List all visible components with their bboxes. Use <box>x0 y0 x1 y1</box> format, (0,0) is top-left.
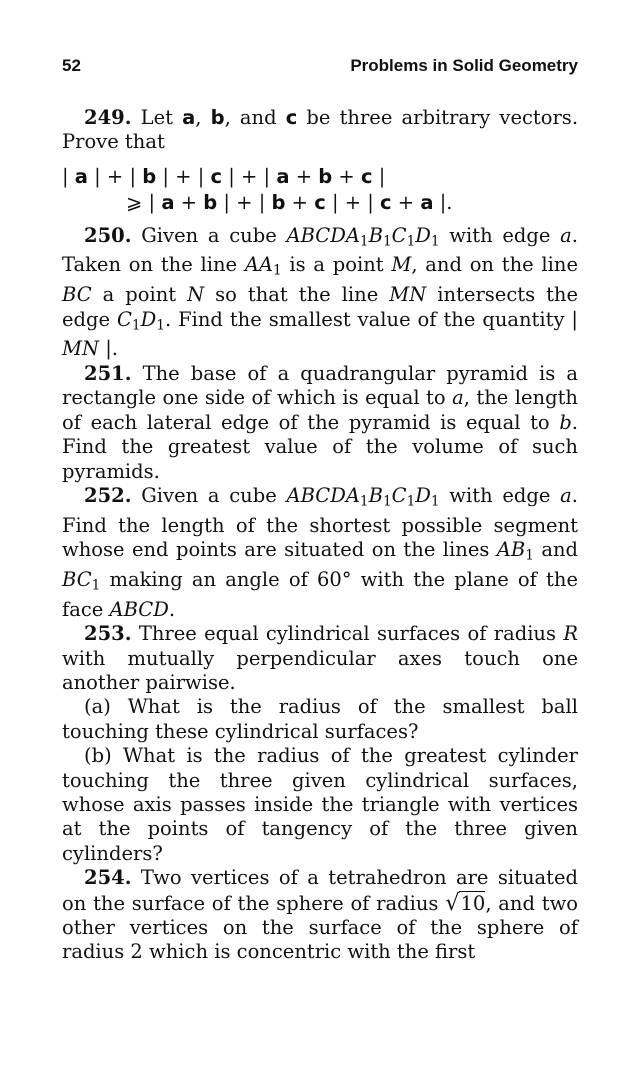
problem-253-part-a: (a) What is the radius of the smallest ball touching these cylindrical surfaces? <box>62 695 578 743</box>
problem-251 <box>62 362 578 484</box>
formula-line-2: ⩾ | a + b | + | b + c | + | c + a |. <box>126 191 453 215</box>
problem-number: 249. <box>84 106 132 129</box>
problem-text: Given a cube $ABCDA_1B_1C_1D_1$ with edge a. Find the length of the shortest possible segment whose end points are situated on the lines $AB_1$ and $BC_1$ making an angle of 60° with the plane of the face ABCD. <box>62 483 578 621</box>
problem-number: 251. <box>84 361 132 385</box>
problem-254 <box>62 866 578 965</box>
page-body <box>62 106 578 965</box>
formula-line-1: | a | + | b | + | c | + | a + b + c | <box>62 164 386 188</box>
problem-253 <box>62 622 578 695</box>
problem-249 <box>62 106 578 155</box>
problem-text: The base of a quadrangular pyramid is a rectangle one side of which is equal to a, the length of each lateral edge of the pyramid is equal to b. Find the greatest value of the volume of such pyramids. <box>62 361 578 483</box>
problem-number: 254. <box>84 866 132 890</box>
page-number: 52 <box>62 56 81 75</box>
problem-252 <box>62 484 578 622</box>
problem-number: 252. <box>84 483 132 507</box>
problem-250 <box>62 224 578 362</box>
problem-text: Let a, b, and c be three arbitrary vectors. Prove that <box>62 106 579 154</box>
problem-text: Three equal cylindrical surfaces of radius R with mutually perpendicular axes touch one another pairwise. <box>62 622 578 694</box>
problem-text: Given a cube $ABCDA_1B_1C_1D_1$ with edge a. Taken on the line $AA_1$ is a point M, and on the line BC a point N so that the line MN intersects the edge $C_1D_1$. Find the smallest value of the quantity | MN |. <box>62 223 579 361</box>
problem-number: 250. <box>84 223 132 247</box>
running-title: Problems in Solid Geometry <box>350 56 578 75</box>
problem-253-part-b: (b) What is the radius of the greatest cylinder touching the three given cylindrical surfaces, whose axis passes inside the triangle with vertices at the points of tangency of the three given cylinders? <box>62 744 578 865</box>
page-header <box>62 54 578 80</box>
problem-text: Two vertices of a tetrahedron are situated on the surface of the sphere of radius √10, and two other vertices on the surface of the sphere of radius 2 which is concentric with the first <box>62 866 579 964</box>
problem-number: 253. <box>84 622 132 646</box>
